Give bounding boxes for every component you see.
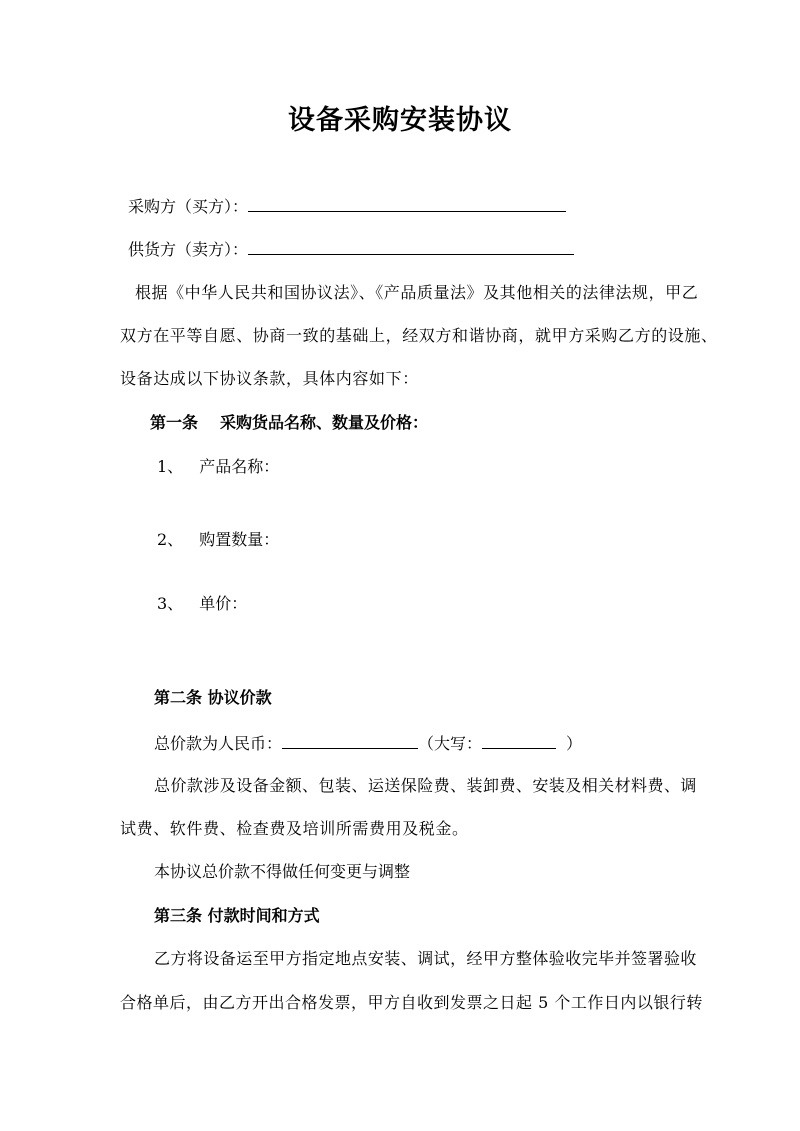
item-number: 1、 bbox=[157, 457, 184, 476]
total-price-line bbox=[154, 733, 582, 754]
no-change-clause: 本协议总价款不得做任何变更与调整 bbox=[154, 862, 411, 881]
article-3-line-1: 乙方将设备运至甲方指定地点安装、调试，经甲方整体验收完毕并签署验收 bbox=[154, 949, 697, 968]
list-item bbox=[157, 530, 279, 550]
article-3-line-2: 合格单后，由乙方开出合格发票，甲方自收到发票之日起 5 个工作日内以银行转 bbox=[120, 993, 703, 1012]
item-label: 产品名称： bbox=[199, 457, 280, 476]
item-label: 购置数量： bbox=[199, 530, 280, 549]
buyer-line bbox=[128, 196, 566, 217]
intro-line-1: 根据《中华人民共和国协议法》、《产品质量法》及其他相关的法律法规，甲乙 bbox=[135, 283, 699, 302]
daxie-label: （大写： bbox=[418, 734, 483, 753]
article-1-number: 第一条 bbox=[150, 413, 199, 432]
daxie-blank bbox=[482, 733, 556, 749]
list-item bbox=[157, 457, 279, 477]
article-3-heading: 第三条 付款时间和方式 bbox=[154, 906, 320, 925]
article-2-heading: 第二条 协议价款 bbox=[154, 688, 272, 707]
item-number: 3、 bbox=[157, 594, 184, 613]
list-item bbox=[157, 594, 247, 614]
item-label: 单价： bbox=[199, 594, 248, 613]
seller-label: 供货方（卖方）： bbox=[128, 240, 249, 259]
buyer-blank bbox=[248, 196, 566, 212]
seller-line bbox=[128, 239, 574, 260]
intro-line-2: 双方在平等自愿、协商一致的基础上，经双方和谐协商，就甲方采购乙方的设施、 bbox=[120, 326, 718, 345]
article-2-para-line-1: 总价款涉及设备金额、包装、运送保险费、装卸费、安装及相关材料费、调 bbox=[154, 776, 697, 795]
document-title: 设备采购安装协议 bbox=[288, 105, 512, 136]
total-price-label: 总价款为人民币： bbox=[154, 734, 283, 753]
article-1-title: 采购货品名称、数量及价格： bbox=[220, 413, 429, 432]
seller-blank bbox=[248, 239, 574, 255]
article-2-para-line-2: 试费、软件费、检查费及培训所需费用及税金。 bbox=[120, 819, 469, 838]
daxie-close: ） bbox=[566, 734, 583, 753]
intro-line-3: 设备达成以下协议条款，具体内容如下： bbox=[120, 369, 419, 388]
buyer-label: 采购方（买方）： bbox=[128, 197, 249, 216]
article-1-heading bbox=[150, 413, 428, 433]
total-price-blank bbox=[282, 733, 418, 749]
item-number: 2、 bbox=[157, 530, 184, 549]
